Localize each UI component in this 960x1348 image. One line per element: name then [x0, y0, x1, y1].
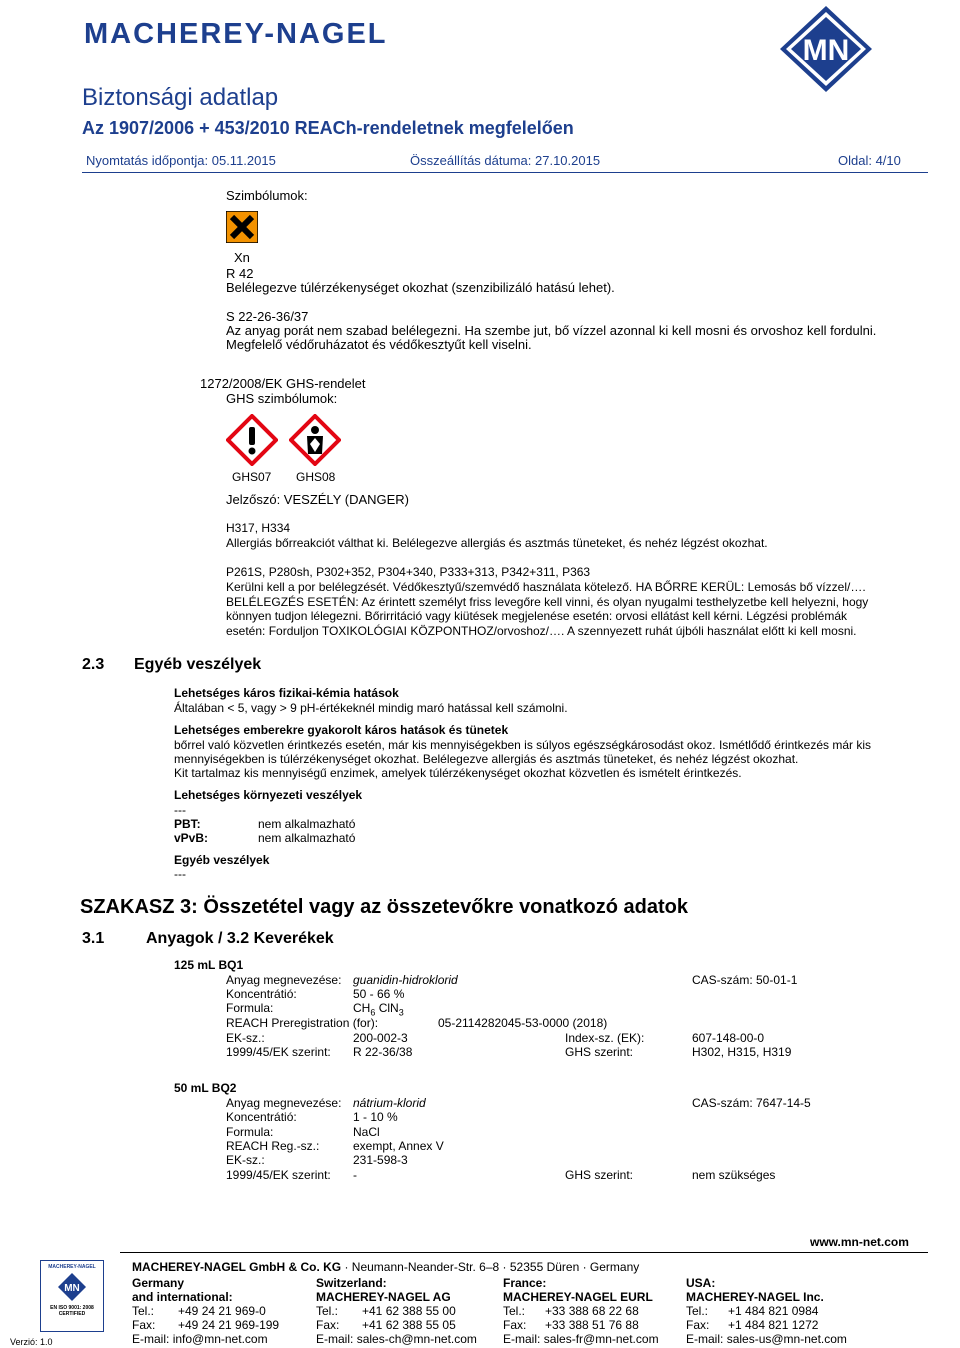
- logo-text: MN: [802, 34, 850, 67]
- item-directive-label: 1999/45/EK szerint:: [226, 1168, 331, 1182]
- print-date: Nyomtatás időpontja: 05.11.2015: [86, 153, 276, 168]
- xn-code: Xn: [234, 250, 250, 265]
- header-divider: [82, 172, 928, 173]
- signal-word: Jelzőszó: VESZÉLY (DANGER): [226, 492, 410, 507]
- section-3-title: SZAKASZ 3: Összetétel vagy az összetevőkre vonatkozó adatok: [80, 896, 688, 918]
- item-reach-value: 05-2114282045-53-0000 (2018): [438, 1016, 608, 1030]
- footer-company-line: MACHEREY-NAGEL GmbH & Co. KG · Neumann-Neander-Str. 6–8 · 52355 Düren · Germany: [132, 1260, 640, 1274]
- item-conc-value: 50 - 66 %: [353, 987, 405, 1001]
- item-directive-value: R 22-36/38: [353, 1045, 413, 1059]
- brand-name: MACHEREY-NAGEL: [84, 18, 388, 50]
- item-reach-label: REACH Reg.-sz.:: [226, 1139, 320, 1153]
- footer-col-france: France: MACHEREY-NAGEL EURL Tel.: +33 388 68 22 68 Fax: +33 388 51 76 88 E-mail: sales-fr@mn-net.com: [503, 1276, 659, 1346]
- version-label: Verzió: 1.0: [10, 1337, 53, 1347]
- footer-col-germany: Germany and international: Tel.: +49 24 21 969-0 Fax: +49 24 21 969-199 E-mail: info@mn-net.com: [132, 1276, 280, 1346]
- item-directive-value: -: [353, 1168, 357, 1182]
- vpvb-value: nem alkalmazható: [258, 831, 356, 845]
- p-text-1: Kerülni kell a por belélegzését. Védőkesztyű/szemvédő használata kötelező. HA BŐRRE KERÜL: Lemosás bő vízzel/….: [226, 580, 866, 594]
- other-hazards-heading: Egyéb veszélyek: [174, 853, 270, 867]
- item-ek-label: EK-sz.:: [226, 1031, 265, 1045]
- item-ek-label: EK-sz.:: [226, 1153, 265, 1167]
- footer-col-usa: USA: MACHEREY-NAGEL Inc. Tel.: +1 484 821 0984 Fax: +1 484 821 1272 E-mail: sales-us@mn-net.com: [686, 1276, 847, 1346]
- item-index-value: 607-148-00-0: [692, 1031, 765, 1045]
- p-codes: P261S, P280sh, P302+352, P304+340, P333+313, P342+311, P363: [226, 565, 591, 579]
- symbols-heading: Szimbólumok:: [226, 188, 308, 203]
- item-name-value: nátrium-klorid: [353, 1096, 426, 1110]
- item-formula-label: Formula:: [226, 1001, 274, 1015]
- p-text-3: könnyen tudjon lélegezni. Bőrirritáció vagy kiütések megjelenése esetén: orvosi ellátást kell kérni. Légzési problémák: [226, 609, 847, 623]
- section-3-1-title: Anyagok / 3.2 Keverékek: [146, 930, 334, 947]
- human-effects-text-1: bőrrel való közvetlen érintkezés esetén, már kis mennyiségekben is súlyos egészségkárosodást okoz. Ismétlődő érintkezés már kis: [174, 738, 871, 752]
- item-name-label: Anyag megnevezése:: [226, 973, 342, 987]
- env-hazards-dash: ---: [174, 803, 186, 817]
- mn-logo: [778, 4, 874, 94]
- document-subtitle: Az 1907/2006 + 453/2010 REACh-rendeletnek megfelelően: [82, 118, 574, 138]
- p-text-4: esetén: Forduljon TOXIKOLÓGIAI KÖZPONTHOZ/orvoshoz/…. A szennyezett ruhát újbóli használat előtt ki kell mosni.: [226, 624, 857, 638]
- footer-col-switzerland: Switzerland: MACHEREY-NAGEL AG Tel.: +41 62 388 55 00 Fax: +41 62 388 55 05 E-mail: sales-ch@mn-net.com: [316, 1276, 477, 1346]
- item-name-value: guanidin-hidroklorid: [353, 973, 458, 987]
- website-link[interactable]: www.mn-net.com: [810, 1235, 909, 1249]
- physchem-text: Általában < 5, vagy > 9 pH-értékeknél mindig maró hatással kell számolni.: [174, 701, 568, 715]
- s-phrase: S 22-26-36/37: [226, 309, 309, 324]
- svg-text:MN: MN: [64, 1283, 80, 1294]
- physchem-heading: Lehetséges káros fizikai-kémia hatások: [174, 686, 399, 700]
- h-codes: H317, H334: [226, 521, 291, 535]
- item-index-label: Index-sz. (EK):: [565, 1031, 645, 1045]
- human-effects-text-3: Kit tartalmaz kis mennyiségű enzimek, amelyek túlérzékenységet okozhat közvetlen és ismételt érintkezés.: [174, 766, 742, 780]
- ghs07-label: GHS07: [232, 470, 272, 484]
- s-phrase-text-2: Megfelelő védőruházatot és védőkesztyűt kell viselni.: [226, 337, 532, 352]
- compiled-date: Összeállítás dátuma: 27.10.2015: [410, 153, 601, 168]
- pbt-label: PBT:: [174, 817, 201, 831]
- ghs08-health-hazard-icon: [289, 414, 341, 466]
- item-formula-label: Formula:: [226, 1125, 274, 1139]
- document-title: Biztonsági adatlap: [82, 84, 279, 111]
- item-conc-label: Koncentrátió:: [226, 1110, 297, 1124]
- r-phrase: R 42: [226, 266, 254, 281]
- env-hazards-heading: Lehetséges környezeti veszélyek: [174, 788, 363, 802]
- xn-hazard-icon: [226, 211, 258, 243]
- vpvb-label: vPvB:: [174, 831, 209, 845]
- r-phrase-text: Belélegezve túlérzékenységet okozhat (szenzibilizáló hatású lehet).: [226, 280, 615, 295]
- h-text: Allergiás bőrreakciót válthat ki. Belélegezve allergiás és asztmás tüneteket, és nehéz légzést okozhat.: [226, 536, 768, 550]
- section-3-1-number: 3.1: [82, 930, 105, 947]
- ghs07-exclamation-icon: [226, 414, 278, 466]
- item-directive-label: 1999/45/EK szerint:: [226, 1045, 331, 1059]
- item-conc-label: Koncentrátió:: [226, 987, 297, 1001]
- item-ghs-label: GHS szerint:: [565, 1168, 634, 1182]
- item-name-label: Anyag megnevezése:: [226, 1096, 342, 1110]
- item-ghs-label: GHS szerint:: [565, 1045, 634, 1059]
- item-ghs-value: H302, H315, H319: [692, 1045, 792, 1059]
- section-2-3-number: 2.3: [82, 656, 105, 673]
- ghs-symbols-heading: GHS szimbólumok:: [226, 391, 338, 406]
- human-effects-heading: Lehetséges emberekre gyakorolt káros hatások és tünetek: [174, 723, 509, 737]
- item-formula-value: $CH_6$ ClN$_3$: [353, 1001, 404, 1018]
- pbt-value: nem alkalmazható: [258, 817, 356, 831]
- item-conc-value: 1 - 10 %: [353, 1110, 398, 1124]
- item-formula-value: NaCl: [353, 1125, 380, 1139]
- item-reach-value: exempt, Annex V: [353, 1139, 444, 1153]
- page-number: Oldal: 4/10: [838, 153, 901, 168]
- ghs08-label: GHS08: [296, 470, 336, 484]
- s-phrase-text-1: Az anyag porát nem szabad belélegezni. Ha szembe jut, bő vízzel azonnal ki kell mosni és orvoshoz kell fordulni.: [226, 323, 877, 338]
- item-reach-label: REACH Preregistration (for):: [226, 1016, 379, 1030]
- p-text-2: BELÉLEGZÉS ESETÉN: Az érintett személyt friss levegőre kell vinni, és olyan nyugalmi testhelyzetbe kell helyezni, hogy: [226, 595, 869, 609]
- item-ghs-value: nem szükséges: [692, 1168, 776, 1182]
- item-ek-value: 231-598-3: [353, 1153, 408, 1167]
- item-cas: CAS-szám: 7647-14-5: [692, 1096, 811, 1110]
- section-2-3-title: Egyéb veszélyek: [134, 656, 262, 673]
- item-ek-value: 200-002-3: [353, 1031, 408, 1045]
- item-cas: CAS-szám: 50-01-1: [692, 973, 798, 987]
- other-hazards-dash: ---: [174, 867, 186, 881]
- footer-divider: [120, 1252, 928, 1253]
- human-effects-text-2: mennyiségekben is túlérzékenységet okozhat. Belélegezve allergiás és asztmás tüneteket, és nehéz légzést okozhat.: [174, 752, 799, 766]
- item-heading: 125 mL BQ1: [174, 958, 244, 972]
- ghs-regulation: 1272/2008/EK GHS-rendelet: [200, 376, 366, 391]
- cert-mn-icon: [57, 1272, 87, 1302]
- item-heading: 50 mL BQ2: [174, 1081, 237, 1095]
- iso-certificate-badge: MACHEREY-NAGEL MN EN ISO 9001: 2008 CERTIFIED: [40, 1260, 104, 1332]
